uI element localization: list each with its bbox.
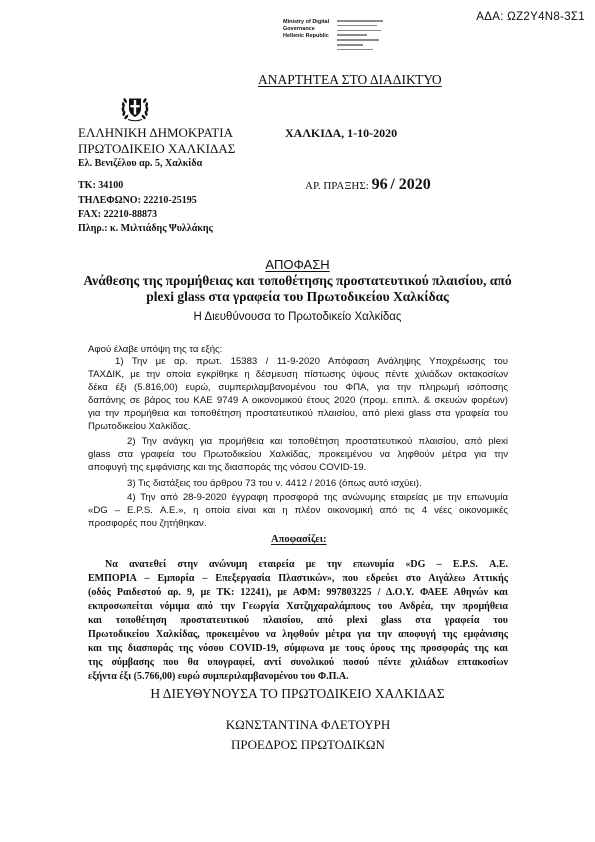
text-line: glass στα γραφεία του Πρωτοδικείου Χαλκίδας, προκειμένου να ληφθούν μέτρα για την	[88, 449, 508, 460]
digital-signature-stamp	[283, 19, 329, 40]
stamp-line: Ministry of Digital	[283, 19, 330, 25]
text-line: δαπάνης σε βάρος του ΚΑΕ 9749 Α οικονομικού έτους 2020 (προμ. επιπλ. & σκευών φορέων)	[88, 395, 508, 406]
consideration-2	[88, 435, 508, 474]
decides-label: Αποφασίζει:	[271, 534, 327, 545]
signatory-title: Η ΔΙΕΥΘΥΝΟΥΣΑ ΤΟ ΠΡΩΤΟΔΙΚΕΙΟ ΧΑΛΚΙΔΑΣ	[150, 686, 445, 701]
act-number-label: ΑΡ. ΠΡΑΞΗΣ:	[305, 180, 369, 192]
decision-paragraph	[88, 558, 508, 684]
signature-stamp-details	[337, 20, 387, 53]
place-date: ΧΑΛΚΙΔΑ, 1-10-2020	[285, 126, 398, 140]
text-line: εξήντα έξι (5.766,00) ευρώ συμπεριλαμβανομένου του Φ.Π.Α.	[88, 671, 349, 682]
signatory-name: ΚΩΝΣΤΑΝΤΙΝΑ ΦΛΕΤΟΥΡΗ	[225, 717, 391, 732]
stamp-line: Hellenic Republic	[283, 33, 329, 39]
issuer-contact: Πληρ.: κ. Μιλτιάδης Ψυλλάκης	[78, 223, 213, 234]
act-number: 96	[371, 176, 388, 193]
text-line: αποφυγή της εμφάνισης και της διασποράς της νόσου COVID-19.	[88, 462, 367, 473]
text-line: προσφορές που ζητήθηκαν.	[88, 518, 207, 529]
text-line: δέκα έξι (5.816,00) ευρώ, συμπεριλαμβανομένου του ΦΠΑ, για την πληρωμή ισόποσης	[88, 382, 508, 393]
text-line: ΤΑΧΔΙΚ, με την οποία εγκρίθηκε η δέσμευση πίστωσης ύψους πέντε χιλιάδων οκτακοσίων	[88, 369, 508, 380]
issuer-address: Ελ. Βενιζέλου αρ. 5, Χαλκίδα	[78, 158, 203, 169]
act-year: / 2020	[390, 176, 431, 193]
text-line: της σύμβασης που θα υπογραφεί, αντί συνολικού ποσού πέντε χιλιάδων επτακοσίων	[88, 657, 508, 668]
text-line: Πρωτοδικείου Χαλκίδας.	[88, 421, 191, 432]
text-line: (οδός Ραιδεστού αρ. 9, με ΤΚ: 12241), με ΑΦΜ: 997803225 / Δ.Ο.Υ. ΦΑΕΕ Αθηνών και	[88, 587, 508, 598]
decision-heading	[0, 258, 595, 272]
text-line: και της διασποράς της νόσου COVID-19, σύμφωνα με τους όρους της προσφοράς της και	[88, 643, 508, 654]
issuer-country: ΕΛΛΗΝΙΚΗ ΔΗΜΟΚΡΑΤΙΑ	[78, 125, 233, 140]
issuer-postal-code: ΤΚ: 34100	[78, 180, 124, 191]
consideration-4	[88, 491, 508, 530]
text-line: και τοποθέτηση προστατευτικού πλαισίου, από plexi glass στα γραφεία του	[88, 615, 508, 626]
signatory-position: ΠΡΟΕΔΡΟΣ ΠΡΩΤΟΔΙΚΩΝ	[231, 737, 385, 752]
text-line: ΕΜΠΟΡΙΑ – Εμπορία – Επεξεργασία Πλαστικών», που εδρεύει στο Αιγάλεω Αττικής	[88, 573, 508, 584]
text-line: εκπροσωπείται νόμιμα από την Γεωργία Χατζηχαραλάμπους του Ανδρέα, την προμήθεια	[88, 601, 508, 612]
subject-line: plexi glass στα γραφεία του Πρωτοδικείου Χαλκίδας	[146, 289, 449, 304]
considerations-intro: Αφού έλαβε υπόψη της τα εξής:	[88, 344, 223, 355]
act-number-block	[305, 176, 431, 194]
text-line: Πρωτοδικείου Χαλκίδας, προκειμένου να ληφθούν μέτρα για την αποφυγή της εμφάνισης	[88, 629, 508, 640]
issuer-court: ΠΡΩΤΟΔΙΚΕΙΟ ΧΑΛΚΙΔΑΣ	[78, 141, 236, 156]
text-line: 2) Την ανάγκη για προμήθεια και τοποθέτηση προστατευτικού πλαισίου, από plexi	[127, 436, 508, 447]
text-line: για την προμήθεια και τοποθέτηση προστατευτικού πλαισίου, από plexi glass στα γραφεία του	[88, 408, 508, 419]
text-line: 4) Την από 28-9-2020 έγγραφη προσφορά της ανώνυμης εταιρείας με την επωνυμία	[127, 492, 508, 503]
author-line: Η Διευθύνουσα το Πρωτοδικείο Χαλκίδας	[193, 311, 402, 323]
stamp-line: Governance	[283, 26, 315, 32]
issuer-phone: ΤΗΛΕΦΩΝΟ: 22210-25195	[78, 195, 197, 206]
text-line: 1) Την με αρ. πρωτ. 15383 / 11-9-2020 Απόφαση Ανάληψης Υποχρέωσης του	[115, 356, 508, 367]
consideration-1	[88, 355, 508, 433]
subject-line: Ανάθεσης της προμήθειας και τοποθέτησης προστατευτικού πλαισίου, από	[83, 273, 512, 288]
greek-coat-of-arms-icon	[118, 90, 152, 124]
text-line: Να ανατεθεί στην ανώνυμη εταιρεία με την επωνυμία «DG – E.P.S. Α.Ε.	[105, 559, 508, 570]
text-line: «DG – E.P.S. Α.Ε.», η οποία είναι και η πλέον οικονομική από τις 4 νέες οικονομικές	[88, 505, 508, 516]
issuer-fax: FAX: 22210-88873	[78, 209, 157, 220]
decision-heading-text: ΑΠΟΦΑΣΗ	[265, 257, 330, 272]
publication-notice: ΑΝΑΡΤΗΤΕΑ ΣΤΟ ΔΙΑΔΙΚΤΥΟ	[258, 72, 442, 87]
text-line: 3) Τις διατάξεις του άρθρου 73 του ν. 4412 / 2016 (όπως αυτό ισχύει).	[127, 478, 422, 489]
ada-code: ΑΔΑ: ΩΖ2Υ4Ν8-3Σ1	[476, 11, 585, 23]
consideration-3	[88, 477, 508, 490]
